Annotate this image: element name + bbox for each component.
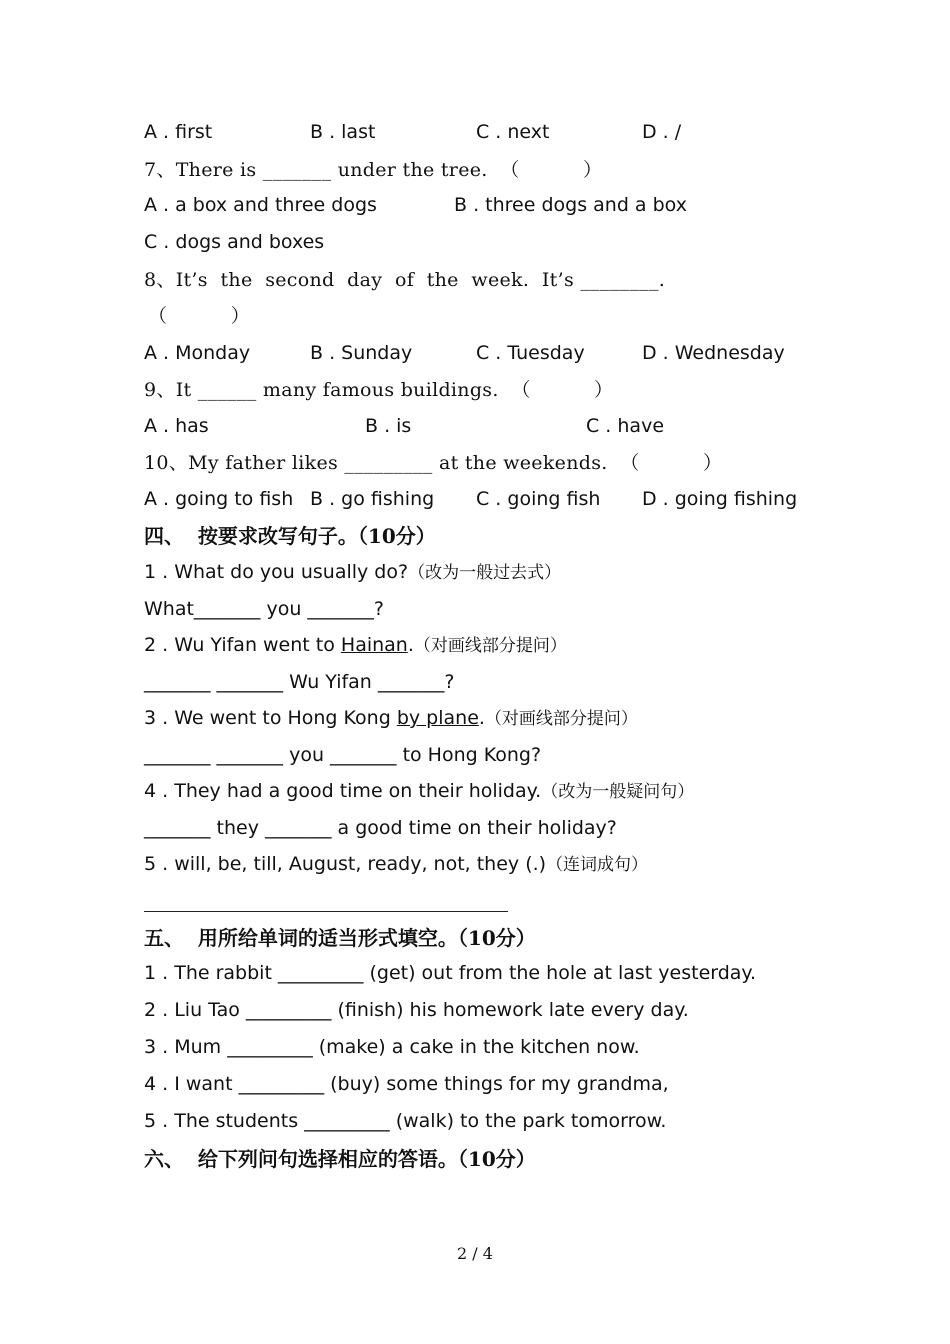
s4-item-4-answer: _______ they _______ a good time on their holiday? xyxy=(144,817,617,839)
s5-item-5: 5 . The students _________ (walk) to the park tomorrow. xyxy=(144,1110,667,1132)
q8-option-b: B . Sunday xyxy=(310,342,413,364)
s4-item-4 xyxy=(144,779,694,804)
s4-item-4-instruction: （改为一般疑问句） xyxy=(541,782,695,802)
section-6-title: 六、 给下列问句选择相应的答语。（10分） xyxy=(144,1147,536,1171)
s4-item-2-answer: _______ _______ Wu Yifan _______? xyxy=(144,671,455,693)
q7-option-b: B . three dogs and a box xyxy=(454,194,687,216)
q7-option-a: A . a box and three dogs xyxy=(144,194,377,216)
s4-item-4-text: 4 . They had a good time on their holiday. xyxy=(144,780,542,802)
q10-option-b: B . go fishing xyxy=(310,488,435,510)
s4-item-3-underlined: by plane xyxy=(396,707,479,729)
q10-option-c: C . going fish xyxy=(476,488,601,510)
s4-item-3 xyxy=(144,706,638,731)
q10-option-a: A . going to fish xyxy=(144,488,294,510)
q8-answer-paren: （ ） xyxy=(148,305,250,327)
q8-option-d: D . Wednesday xyxy=(642,342,785,364)
s5-item-4: 4 . I want _________ (buy) some things for my grandma, xyxy=(144,1073,669,1095)
s4-item-2-period: . xyxy=(407,634,414,656)
q6-option-d: D . / xyxy=(642,121,682,143)
q7-stem: 7、There is _______ under the tree. （ ） xyxy=(144,159,603,181)
s4-item-5 xyxy=(144,852,648,877)
s4-item-2-instruction: （对画线部分提问） xyxy=(413,636,567,656)
s4-item-3-answer: _______ _______ you _______ to Hong Kong? xyxy=(144,744,542,766)
q8-option-a: A . Monday xyxy=(144,342,251,364)
q10-option-d: D . going fishing xyxy=(642,488,798,510)
section-4-title: 四、 按要求改写句子。（10分） xyxy=(144,524,436,548)
s4-item-2-underlined: Hainan xyxy=(340,634,408,656)
s4-item-3-instruction: （对画线部分提问） xyxy=(484,709,638,729)
q6-option-c: C . next xyxy=(476,121,550,143)
q9-option-a: A . has xyxy=(144,415,209,437)
s4-item-5-text: 5 . will, be, till, August, ready, not, they (.) xyxy=(144,853,547,875)
s4-item-5-instruction: （连词成句） xyxy=(546,855,649,875)
q8-stem: 8、It’s the second day of the week. It’s ________. xyxy=(144,269,666,291)
q7-option-c: C . dogs and boxes xyxy=(144,231,325,253)
q6-option-b: B . last xyxy=(310,121,376,143)
section-5-title: 五、 用所给单词的适当形式填空。（10分） xyxy=(144,926,536,950)
s4-item-1-instruction: （改为一般过去式） xyxy=(408,563,562,583)
s4-item-2 xyxy=(144,633,567,658)
q9-option-c: C . have xyxy=(586,415,665,437)
q8-option-c: C . Tuesday xyxy=(476,342,585,364)
s5-item-1: 1 . The rabbit _________ (get) out from the hole at last yesterday. xyxy=(144,962,757,984)
s5-item-3: 3 . Mum _________ (make) a cake in the kitchen now. xyxy=(144,1036,640,1058)
s4-item-1-answer: What_______ you _______? xyxy=(144,598,384,620)
q10-stem: 10、My father likes _________ at the weekends. （ ） xyxy=(144,452,723,474)
s4-item-1 xyxy=(144,560,561,585)
page-number: 2 / 4 xyxy=(457,1244,493,1263)
s5-item-2: 2 . Liu Tao _________ (finish) his homework late every day. xyxy=(144,999,689,1021)
q9-option-b: B . is xyxy=(365,415,412,437)
s4-item-3-text: 3 . We went to Hong Kong xyxy=(144,707,397,729)
q6-option-a: A . first xyxy=(144,121,213,143)
s4-item-5-answer-line xyxy=(144,911,508,912)
s4-item-2-text: 2 . Wu Yifan went to xyxy=(144,634,341,656)
s4-item-3-period: . xyxy=(478,707,485,729)
q9-stem: 9、It ______ many famous buildings. （ ） xyxy=(144,379,614,401)
s4-item-1-text: 1 . What do you usually do? xyxy=(144,561,409,583)
